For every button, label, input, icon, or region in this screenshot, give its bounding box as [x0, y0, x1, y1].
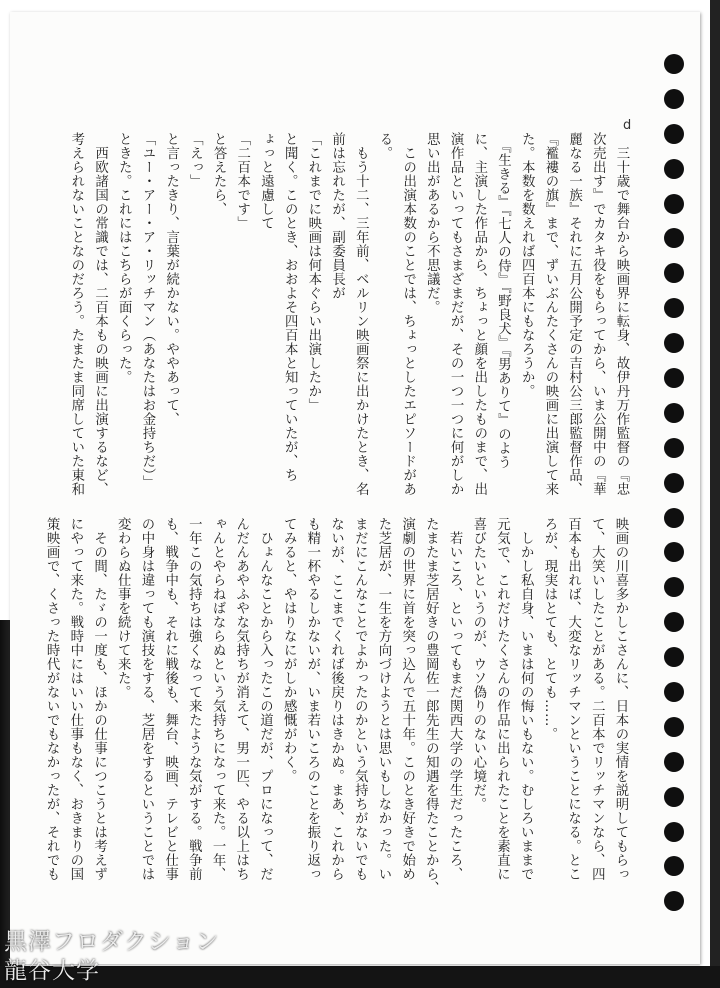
text-line: 百本も出れば、大変なリッチマンということになる。とこ: [565, 517, 581, 881]
text-line: この出演本数のことでは、ちょっとしたエピソードがあ: [400, 132, 416, 496]
top-text-block: [68, 132, 633, 496]
binder-hole-icon: [664, 577, 684, 597]
text-line: 演作品といってもさまざまだが、その一つ一つに何がしか: [448, 132, 464, 496]
binder-hole-icon: [664, 612, 684, 632]
binder-hole-icon: [664, 403, 684, 423]
text-line: てみると、やはりなにがしか感慨がわく。: [281, 517, 297, 783]
text-line: 一年この気持ちは強くなって来たような気がする。戦争前: [186, 517, 202, 881]
text-line: 麗なる一族』それに五月公開予定の吉村公三郎監督作品、: [566, 132, 582, 496]
text-line: と答えたら、: [211, 132, 227, 216]
text-line: 西欧諸国の常識では、二百本もの映画に出演するなど、: [92, 132, 108, 496]
text-line: も、戦争中も、それに戦後も、舞台、映画、テレビと仕事: [162, 517, 178, 881]
text-line: 策映画で、くさった時代がないでもなかったが、それでも: [44, 517, 60, 881]
text-line: 「二百本です」: [234, 132, 250, 230]
binder-hole-icon: [664, 822, 684, 842]
text-line: と言ったきり、言葉が続かない。ややあって、: [163, 132, 179, 426]
text-line: しかし私自身、いまは何の悔いもない。むしろいままで: [518, 517, 534, 881]
section-mark: d: [623, 118, 632, 133]
binder-hole-icon: [664, 89, 684, 109]
text-line: 思い出があるから不思議だ。: [424, 132, 440, 314]
text-line: る。: [376, 132, 392, 160]
text-line: たまたま芝居好きの豊岡佐一郎先生の知遇を得たことから、: [423, 517, 439, 895]
text-line: ろが、現実はとても、とても……。: [541, 517, 557, 741]
text-line: 元気で、これだけたくさんの作品に出られたことを素直に: [494, 517, 510, 881]
text-line: ないが、ここまでくれば後戻りはきかぬ。まあ、これから: [328, 517, 344, 881]
text-line: 次売出す』でカタキ役をもらってから、いま公開中の『華: [590, 132, 606, 496]
binder-hole-icon: [664, 787, 684, 807]
text-line: 演劇の世界に首を突っ込んで五十年。このとき好きで始め: [399, 517, 415, 881]
bottom-text-block: [44, 517, 632, 897]
text-line: の中身は違っても演技をする、芝居をするということでは: [138, 517, 154, 881]
text-line: 映画の川喜多かしこさんに、日本の実情を説明してもらっ: [613, 517, 628, 881]
text-line: 『生きる』『七人の侍』『野良犬』『男ありて』のよう: [495, 132, 511, 470]
text-line: 「ユー・アー・ア・リッチマン（あなたはお金持ちだ）」: [139, 132, 155, 490]
text-line: 喜びたいというのが、ウソ偽りのない心境だ。: [470, 517, 486, 811]
text-line: に、主演した作品から、ちょっと顔を出したものまで、出: [471, 132, 487, 496]
binder-hole-icon: [664, 298, 684, 318]
text-line: んだんあやふやな気持ちが消えて、男一匹、やる以上はち: [233, 517, 249, 881]
binder-hole-icon: [664, 438, 684, 458]
binder-hole-icon: [664, 717, 684, 737]
text-line: 『襤褸の旗』まで、ずいぶんたくさんの映画に出演して来: [542, 132, 558, 496]
text-line: まだにこんなことでよかったのかという気持ちがないでも: [352, 517, 368, 881]
text-line: 若いころ、といってもまだ関西大学の学生だったころ、: [447, 517, 463, 881]
text-line: た芝居が、一生を方向づけようとは思いもしなかった。い: [375, 517, 391, 881]
text-line: にやって来た。戦時中にはいい仕事もなく、おきまりの国: [67, 517, 83, 881]
text-line: て、大笑いしたことがある。二百本でリッチマンなら、四: [589, 517, 605, 881]
watermark-line-1: 黒澤フロダクション: [4, 929, 220, 955]
binder-hole-icon: [664, 856, 684, 876]
binder-hole-icon: [664, 159, 684, 179]
binder-hole-icon: [664, 508, 684, 528]
watermark-line-2: 龍谷大学: [4, 958, 100, 984]
text-line: 考えられないことなのだろう。たまたま同席していた東和: [68, 132, 84, 496]
binder-hole-icon: [664, 333, 684, 353]
text-line: た。本数を数えれば四百本にもなろうか。: [519, 132, 535, 398]
binder-hole-icon: [664, 194, 684, 214]
text-line: その間、たゞの一度も、ほかの仕事につこうとは考えず: [91, 517, 107, 881]
text-line: 前は忘れたが、副委員長が: [329, 132, 345, 300]
text-line: ひょんなことから入ったこの道だが、プロになって、だ: [257, 517, 273, 881]
binder-hole-icon: [664, 542, 684, 562]
binder-hole-icon: [664, 368, 684, 388]
binder-hole-icon: [664, 228, 684, 248]
binder-hole-icon: [664, 682, 684, 702]
scanner-edge-right: [710, 0, 720, 988]
binder-hole-icon: [664, 124, 684, 144]
binder-holes: [664, 54, 686, 926]
text-line: 「これまでに映画は何本ぐらい出演したか」: [305, 132, 321, 412]
text-line: 三十歳で舞台から映画界に転身、故伊丹万作監督の『忠: [614, 132, 629, 496]
text-line: もう十二、三年前、ベルリン映画祭に出かけたとき、名: [353, 132, 369, 496]
text-line: と聞く。このとき、おおよそ四百本と知っていたが、ち: [282, 132, 298, 482]
text-line: ゃんとやらねばならぬという気持ちになって来た。一年、: [210, 517, 226, 881]
binder-hole-icon: [664, 54, 684, 74]
text-line: 変わらぬ仕事を続けて来た。: [115, 517, 131, 699]
watermark: [4, 928, 220, 986]
binder-hole-icon: [664, 891, 684, 911]
text-line: も精一杯やるしかないが、いま若いころのことを振り返っ: [304, 517, 320, 881]
binder-hole-icon: [664, 263, 684, 283]
binder-hole-icon: [664, 647, 684, 667]
text-line: 「えっ」: [187, 132, 203, 188]
text-line: ときた。これにはこちらが面くらった。: [116, 132, 132, 384]
text-line: ょっと遠慮して: [258, 132, 274, 230]
binder-hole-icon: [664, 752, 684, 772]
binder-hole-icon: [664, 473, 684, 493]
manuscript-page: [10, 12, 700, 964]
